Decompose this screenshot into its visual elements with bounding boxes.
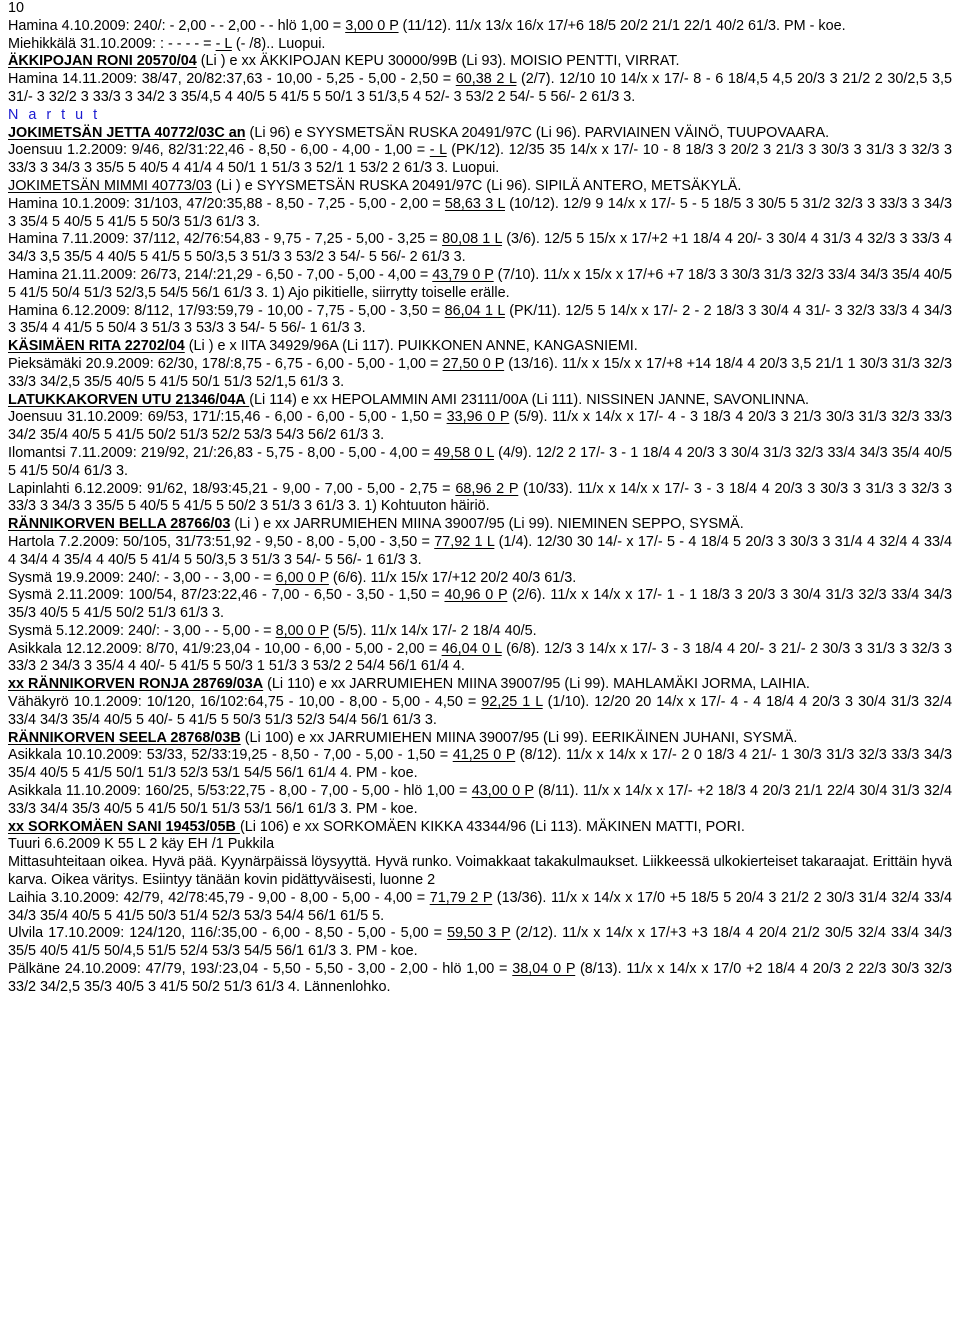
text-run: Sysmä 5.12.2009: 240/: - 3,00 - - 5,00 - = — [8, 622, 276, 639]
text-run: (Li 106) e xx SORKOMÄEN KIKKA 43344/96 (Li 113). MÄKINEN MATTI, PORI. — [239, 818, 745, 835]
text-run: (Li ) e xx JARRUMIEHEN MIINA 39007/95 (Li 99). NIEMINEN SEPPO, SYSMÄ. — [230, 516, 744, 533]
text-paragraph — [8, 587, 952, 623]
text-paragraph — [8, 854, 952, 890]
text-paragraph — [8, 783, 952, 819]
result-value: 3,00 0 P — [345, 17, 399, 34]
result-value: 58,63 3 L — [444, 195, 505, 212]
result-value: 43,00 0 P — [471, 783, 534, 800]
text-run: (7/10). 11/x x 15/x x 17/+6 +7 18/3 3 30/3 31/3 32/3 33/4 34/3 35/4 40/5 5 41/5 50/4 51/3 52/3,5 54/5 56/1 61/3 3. 1) Ajo pikitielle, siirrytty toiselle erälle. — [8, 266, 952, 301]
text-run: Ulvila 17.10.2009: 124/120, 116/:35,00 - 6,00 - 8,50 - 5,00 - 5,00 = — [8, 925, 448, 942]
result-value: 49,58 0 L — [434, 444, 494, 461]
result-value: 33,96 0 P — [446, 409, 510, 426]
result-value: 80,08 1 L — [442, 231, 503, 248]
text-run: (2/7). 12/10 10 14/x x 17/- 8 - 6 18/4,5 4,5 20/3 3 21/2 2 30/2,5 3,5 31/- 3 32/2 3 33/3 3 34/2 3 35/4,5 4 40/5 5 41/5 5 50/1 3 51/3,5 4 52/- 3 53/2 2 54/- 5 56/- 2 61/3 3. — [8, 71, 952, 105]
text-run: Joensuu 1.2.2009: 9/46, 82/31:22,46 - 8,50 - 6,00 - 4,00 - 1,00 = — [8, 142, 430, 159]
text-paragraph — [8, 819, 952, 837]
result-value: 38,04 0 P — [512, 961, 576, 978]
text-paragraph — [8, 409, 952, 445]
text-paragraph — [8, 196, 952, 232]
text-paragraph — [8, 747, 952, 783]
text-paragraph — [8, 481, 952, 517]
dog-name-heading: LATUKKAKORVEN UTU 21346/04A — [8, 391, 250, 408]
result-value: 77,92 1 L — [434, 533, 495, 550]
text-run: Hamina 10.1.2009: 31/103, 47/20:35,88 - 8,50 - 7,25 - 5,00 - 2,00 = — [8, 195, 445, 212]
text-paragraph — [8, 534, 952, 570]
text-run: Laihia 3.10.2009: 42/79, 42/78:45,79 - 9,00 - 8,00 - 5,00 - 4,00 = — [8, 889, 430, 906]
text-paragraph — [8, 445, 952, 481]
text-paragraph — [8, 676, 952, 694]
text-paragraph — [8, 107, 952, 125]
text-run: (10/12). 12/9 9 14/x x 17/- 5 - 5 18/5 3 30/5 5 31/2 32/3 3 33/3 3 34/3 3 35/4 5 40/5 5 41/5 5 50/3 51/3 61/3 3. — [8, 195, 952, 230]
text-run: (PK/12). 12/35 35 14/x x 17/- 10 - 8 18/3 3 20/2 3 21/3 3 30/3 3 31/3 3 32/3 3 33/3 3 34/3 3 35/5 5 40/5 4 41/4 4 50/1 1 51/3 3 52/1 1 53/2 2 61/3 3. Luopui. — [8, 142, 952, 177]
text-run: (Li 100) e xx JARRUMIEHEN MIINA 39007/95 (Li 99). EERIKÄINEN JUHANI, SYSMÄ. — [240, 729, 798, 746]
text-run: Vähäkyrö 10.1.2009: 10/120, 16/102:64,75 - 10,00 - 8,00 - 5,00 - 4,50 = — [8, 694, 482, 711]
text-run: (8/11). 11/x x 14/x x 17/- +2 18/3 4 20/3 21/1 22/4 30/4 31/3 32/4 33/3 34/4 35/3 40/5 5 41/5 50/1 51/3 53/1 56/1 61/3 3. PM - koe. — [8, 783, 952, 817]
result-value: JOKIMETSÄN MIMMI 40773/03 — [8, 177, 212, 194]
text-paragraph — [8, 641, 952, 677]
text-run: (- /8).. Luopui. — [231, 35, 326, 52]
text-run: (3/6). 12/5 5 15/x x 17/+2 +1 18/4 4 20/- 3 30/4 4 31/3 4 32/3 3 33/3 4 34/3 3,5 35/5 4 40/5 5 41/5 5 50/3,5 3 51/3 3 53/2 3 54/- 5 56/- 2 61/3 3. — [8, 231, 953, 266]
dog-name-heading: xx SORKOMÄEN SANI 19453/05B — [8, 818, 240, 835]
result-value: 59,50 3 P — [447, 925, 511, 942]
text-paragraph — [8, 125, 952, 143]
result-value: 6,00 0 P — [275, 569, 329, 586]
text-paragraph — [8, 71, 952, 107]
text-paragraph — [8, 36, 952, 54]
text-run: Miehikkälä 31.10.2009: : - - - - = — [8, 35, 216, 52]
result-value: 41,25 0 P — [452, 747, 516, 764]
text-run: Tuuri 6.6.2009 K 55 L 2 käy EH /1 Pukkila — [8, 836, 275, 853]
text-paragraph — [8, 694, 952, 730]
text-paragraph — [8, 267, 952, 303]
text-run: Ilomantsi 7.11.2009: 219/92, 21/:26,83 - 5,75 - 8,00 - 5,00 - 4,00 = — [8, 444, 435, 461]
text-run: (8/12). 11/x x 14/x x 17/- 2 0 18/3 4 21/- 1 30/3 31/3 32/3 33/3 34/3 35/4 40/5 5 41/5 50/1 51/3 52/3 53/1 54/5 56/1 61/4 4. PM - koe. — [8, 747, 952, 782]
text-run: (PK/11). 12/5 5 14/x x 17/- 2 - 2 18/3 3 30/4 4 31/- 3 32/3 33/3 4 34/3 3 35/4 4 41/5 5 50/4 3 51/3 3 53/3 3 54/- 5 56/- 1 61/3 3. — [8, 302, 952, 337]
text-run: (1/10). 12/20 20 14/x x 17/- 4 - 4 18/4 4 20/3 3 30/4 31/3 32/4 33/4 34/3 35/4 40/5 5 40/- 5 41/5 5 50/3 51/3 52/3 54/4 56/1 61/3 3. — [8, 694, 953, 728]
text-run: Hamina 21.11.2009: 26/73, 214/:21,29 - 6,50 - 7,00 - 5,00 - 4,00 = — [8, 266, 433, 283]
text-run: (1/4). 12/30 30 14/- x 17/- 5 - 4 18/4 5 20/3 3 30/3 3 31/4 4 32/4 4 33/4 4 34/4 4 35/4 4 40/5 5 41/4 5 50/3,5 3 51/3 3 54/- 5 56/- 1 61/3 3. — [8, 533, 952, 568]
text-paragraph — [8, 516, 952, 534]
text-paragraph — [8, 925, 952, 961]
text-run: (6/8). 12/3 3 14/x x 17/- 3 - 3 18/4 4 20/- 3 21/- 2 30/3 3 31/3 3 32/3 3 33/3 2 34/3 3 35/4 4 40/- 5 41/5 5 50/3 1 51/3 3 53/2 2 54/4 56/1 61/4 4. — [8, 640, 953, 675]
result-value: 92,25 1 L — [481, 694, 543, 711]
result-value: 8,00 0 P — [275, 622, 329, 639]
text-paragraph — [8, 18, 952, 36]
dog-name-heading: KÄSIMÄEN RITA 22702/04 — [8, 338, 185, 355]
text-run: Pälkäne 24.10.2009: 47/79, 193/:23,04 - 5,50 - 5,50 - 3,00 - 2,00 - hlö 1,00 = — [8, 961, 513, 978]
text-run: (13/16). 11/x x 15/x x 17/+8 +14 18/4 4 20/3 3,5 21/1 1 30/3 31/3 32/3 33/3 34/2,5 35/5 40/5 5 41/5 50/1 51/3 52/1,5 61/3 3. — [8, 355, 952, 390]
text-run: (5/5). 11/x 14/x 17/- 2 18/4 40/5. — [328, 622, 537, 639]
text-run: Sysmä 2.11.2009: 100/54, 87/23:22,46 - 7,00 - 6,50 - 3,50 - 1,50 = — [8, 587, 445, 604]
text-run: (11/12). 11/x 13/x 16/x 17/+6 18/5 20/2 21/1 22/1 40/2 61/3. PM - koe. — [398, 17, 846, 34]
text-run: (10/33). 11/x x 14/x x 17/- 3 - 3 18/4 4 20/3 3 30/3 3 31/3 3 32/3 3 33/3 3 34/3 3 35/5 5 40/5 5 41/5 5 50/2 3 51/3 3 61/3 3. 1) Kohtuuton häiriö. — [8, 480, 952, 515]
result-value: 68,96 2 P — [455, 480, 519, 497]
text-run: (4/9). 12/2 2 17/- 3 - 1 18/4 4 20/3 3 30/4 31/3 32/3 33/4 34/3 35/4 40/5 5 41/5 50/4 61/3 3. — [8, 444, 953, 479]
text-run: (Li ) e xx ÄKKIPOJAN KEPU 30000/99B (Li 93). MOISIO PENTTI, VIRRAT. — [196, 53, 680, 70]
section-heading: N a r t u t — [8, 106, 101, 123]
result-value: 86,04 1 L — [444, 302, 505, 319]
text-run: (8/13). 11/x x 14/x x 17/0 +2 18/4 4 20/3 2 22/3 30/3 32/3 33/2 34/2,5 35/3 40/5 3 41/5 50/2 51/3 61/3 4. Lännenlohko. — [8, 961, 952, 995]
text-run: Mittasuhteitaan oikea. Hyvä pää. Kyynärpäissä löysyyttä. Hyvä runko. Voimakkaat takakulmaukset. Liikkeessä ulkokierteiset takaraajat. Erittäin hyvä karva. Oikea väritys. Esiintyy tänään kovin pidättyväisesti, luonne 2 — [8, 854, 952, 889]
text-run: Hamina 6.12.2009: 8/112, 17/93:59,79 - 10,00 - 7,75 - 5,00 - 3,50 = — [8, 302, 445, 319]
text-run: Asikkala 11.10.2009: 160/25, 5/53:22,75 - 8,00 - 7,00 - 5,00 - hlö 1,00 = — [8, 783, 472, 800]
text-run: (Li 110) e xx JARRUMIEHEN MIINA 39007/95 (Li 99). MAHLAMÄKI JORMA, LAIHIA. — [263, 676, 810, 693]
text-run: (6/6). 11/x 15/x 17/+12 20/2 40/3 61/3. — [328, 569, 577, 586]
result-value: 43,79 0 P — [432, 266, 494, 283]
text-paragraph — [8, 570, 952, 588]
text-run: Lapinlahti 6.12.2009: 91/62, 18/93:45,21 - 9,00 - 7,00 - 5,00 - 2,75 = — [8, 480, 456, 497]
result-value: - L — [429, 142, 447, 159]
text-run: Hamina 7.11.2009: 37/112, 42/76:54,83 - 9,75 - 7,25 - 5,00 - 3,25 = — [8, 231, 443, 248]
result-value: - L — [215, 35, 232, 52]
text-run: (Li 114) e xx HEPOLAMMIN AMI 23111/00A (Li 111). NISSINEN JANNE, SAVONLINNA. — [249, 391, 810, 408]
text-paragraph — [8, 836, 952, 854]
text-paragraph — [8, 178, 952, 196]
text-run: (13/36). 11/x x 14/x x 17/0 +5 18/5 5 20/4 3 21/2 2 30/3 31/4 32/4 33/4 34/3 35/4 40/5 5 41/5 50/3 51/4 52/3 53/3 54/4 56/1 61/5 5. — [8, 889, 952, 924]
text-run: Hamina 4.10.2009: 240/: - 2,00 - - 2,00 - - hlö 1,00 = — [8, 17, 346, 34]
dog-name-heading: JOKIMETSÄN JETTA 40772/03C an — [8, 124, 246, 141]
text-paragraph — [8, 338, 952, 356]
text-run: Hamina 14.11.2009: 38/47, 20/82:37,63 - 10,00 - 5,25 - 5,00 - 2,50 = — [8, 71, 456, 88]
dog-name-heading: xx RÄNNIKORVEN RONJA 28769/03A — [8, 676, 264, 693]
text-paragraph — [8, 356, 952, 392]
text-run: Asikkala 10.10.2009: 53/33, 52/33:19,25 - 8,50 - 7,00 - 5,00 - 1,50 = — [8, 747, 453, 764]
text-run: (Li ) e SYYSMETSÄN RUSKA 20491/97C (Li 96). SIPILÄ ANTERO, METSÄKYLÄ. — [211, 177, 742, 194]
text-run: (Li ) e x IITA 34929/96A (Li 117). PUIKKONEN ANNE, KANGASNIEMI. — [184, 338, 638, 355]
text-run: Sysmä 19.9.2009: 240/: - 3,00 - - 3,00 - = — [8, 569, 276, 586]
dog-name-heading: ÄKKIPOJAN RONI 20570/04 — [8, 53, 197, 70]
text-paragraph — [8, 142, 952, 178]
result-value: 46,04 0 L — [441, 640, 502, 657]
dog-name-heading: RÄNNIKORVEN BELLA 28766/03 — [8, 516, 231, 533]
result-value: 71,79 2 P — [429, 889, 493, 906]
text-run: Joensuu 31.10.2009: 69/53, 171/:15,46 - 6,00 - 6,00 - 5,00 - 1,50 = — [8, 409, 447, 426]
text-run: (2/12). 11/x x 14/x x 17/+3 +3 18/4 4 20/4 21/2 30/5 32/4 33/4 34/3 35/5 40/5 41/5 50/4,5 51/5 52/4 53/3 54/5 56/1 61/3 3. PM - koe. — [8, 925, 952, 960]
page-number: 10 — [8, 0, 25, 16]
text-paragraph — [8, 303, 952, 339]
text-paragraph — [8, 961, 952, 997]
text-run: (2/6). 11/x x 14/x x 17/- 1 - 1 18/3 3 20/3 3 30/4 31/3 32/3 33/4 34/3 35/3 40/5 5 41/5 50/2 51/3 61/3 3. — [8, 587, 952, 622]
text-run: Asikkala 12.12.2009: 8/70, 41/9:23,04 - 10,00 - 6,00 - 5,00 - 2,00 = — [8, 640, 442, 657]
result-value: 60,38 2 L — [455, 71, 517, 88]
text-run: (Li 96) e SYYSMETSÄN RUSKA 20491/97C (Li 96). PARVIAINEN VÄINÖ, TUUPOVAARA. — [245, 124, 830, 141]
text-paragraph — [8, 890, 952, 926]
result-value: 40,96 0 P — [444, 587, 508, 604]
text-run: Hartola 7.2.2009: 50/105, 31/73:51,92 - 9,50 - 8,00 - 5,00 - 3,50 = — [8, 533, 435, 550]
result-value: 27,50 0 P — [442, 355, 505, 372]
text-paragraph — [8, 623, 952, 641]
text-run: (5/9). 11/x x 14/x x 17/- 4 - 3 18/3 4 20/3 3 21/3 30/3 31/3 32/3 33/3 34/2 35/4 40/5 5 41/5 50/2 51/3 52/2 53/3 54/3 56/2 61/3 3. — [8, 409, 952, 444]
text-paragraph — [8, 730, 952, 748]
text-run: Pieksämäki 20.9.2009: 62/30, 178/:8,75 - 6,75 - 6,00 - 5,00 - 1,00 = — [8, 355, 443, 372]
dog-name-heading: RÄNNIKORVEN SEELA 28768/03B — [8, 729, 241, 746]
text-paragraph — [8, 231, 952, 267]
text-paragraph — [8, 53, 952, 71]
text-paragraph — [8, 392, 952, 410]
